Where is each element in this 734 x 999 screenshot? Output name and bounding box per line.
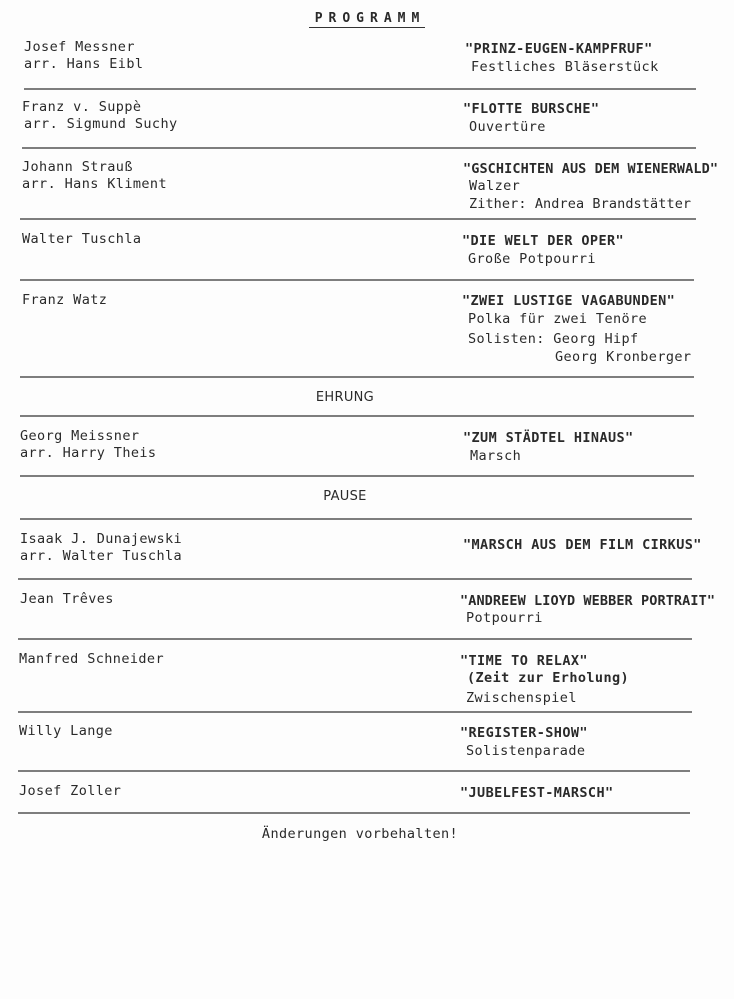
piece-detail: Ouvertüre	[469, 119, 546, 135]
piece-title: "REGISTER-SHOW"	[460, 725, 588, 741]
composer: Walter Tuschla	[22, 231, 142, 247]
piece-title: "PRINZ-EUGEN-KAMPFRUF"	[465, 41, 653, 57]
piece-detail: Festliches Bläserstück	[471, 59, 659, 75]
composer: Isaak J. Dunajewski	[20, 531, 183, 547]
piece-title: "ANDREEW LIOYD WEBBER PORTRAIT"	[460, 593, 716, 609]
arranger: arr. Hans Eibl	[24, 56, 144, 72]
composer: Josef Zoller	[19, 783, 122, 799]
arranger: arr. Walter Tuschla	[20, 548, 183, 564]
piece-title: "ZUM STÄDTEL HINAUS"	[463, 430, 634, 446]
piece-detail: Solisten: Georg Hipf	[468, 331, 639, 347]
composer: Manfred Schneider	[19, 651, 164, 667]
composer: Josef Messner	[24, 39, 135, 55]
piece-title: "ZWEI LUSTIGE VAGABUNDEN"	[462, 293, 676, 309]
composer: Johann Strauß	[22, 159, 133, 175]
arranger: arr. Sigmund Suchy	[24, 116, 178, 132]
composer: Franz Watz	[22, 292, 108, 308]
program-title	[0, 10, 734, 28]
piece-title: "DIE WELT DER OPER"	[462, 233, 625, 249]
piece-detail: Polka für zwei Tenöre	[468, 311, 648, 327]
composer: Jean Trêves	[20, 591, 114, 607]
interlude-pause: PAUSE	[323, 489, 367, 504]
piece-detail: Solistenparade	[466, 743, 586, 759]
interlude-ehrung: EHRUNG	[315, 390, 375, 405]
composer: Georg Meissner	[20, 428, 140, 444]
piece-detail: Große Potpourri	[468, 251, 596, 267]
piece-title: "MARSCH AUS DEM FILM CIRKUS"	[463, 537, 702, 553]
piece-detail: Potpourri	[466, 610, 543, 626]
piece-title: "GSCHICHTEN AUS DEM WIENERWALD"	[463, 161, 719, 177]
composer: Franz v. Suppè	[22, 99, 142, 115]
arranger: arr. Hans Kliment	[22, 176, 167, 192]
piece-title: "JUBELFEST-MARSCH"	[460, 785, 614, 801]
piece-detail: Georg Kronberger	[555, 349, 692, 365]
piece-detail: Walzer	[469, 178, 521, 194]
piece-detail: Zither: Andrea Brandstätter	[469, 196, 692, 212]
piece-title: "TIME TO RELAX"	[460, 653, 588, 669]
arranger: arr. Harry Theis	[20, 445, 157, 461]
composer: Willy Lange	[19, 723, 113, 739]
piece-detail: Zwischenspiel	[466, 690, 577, 706]
piece-title: "FLOTTE BURSCHE"	[463, 101, 600, 117]
piece-detail: (Zeit zur Erholung)	[467, 670, 630, 686]
footer-note: Änderungen vorbehalten!	[261, 826, 459, 842]
piece-detail: Marsch	[470, 448, 522, 464]
program-title-text: PROGRAMM	[309, 10, 426, 28]
